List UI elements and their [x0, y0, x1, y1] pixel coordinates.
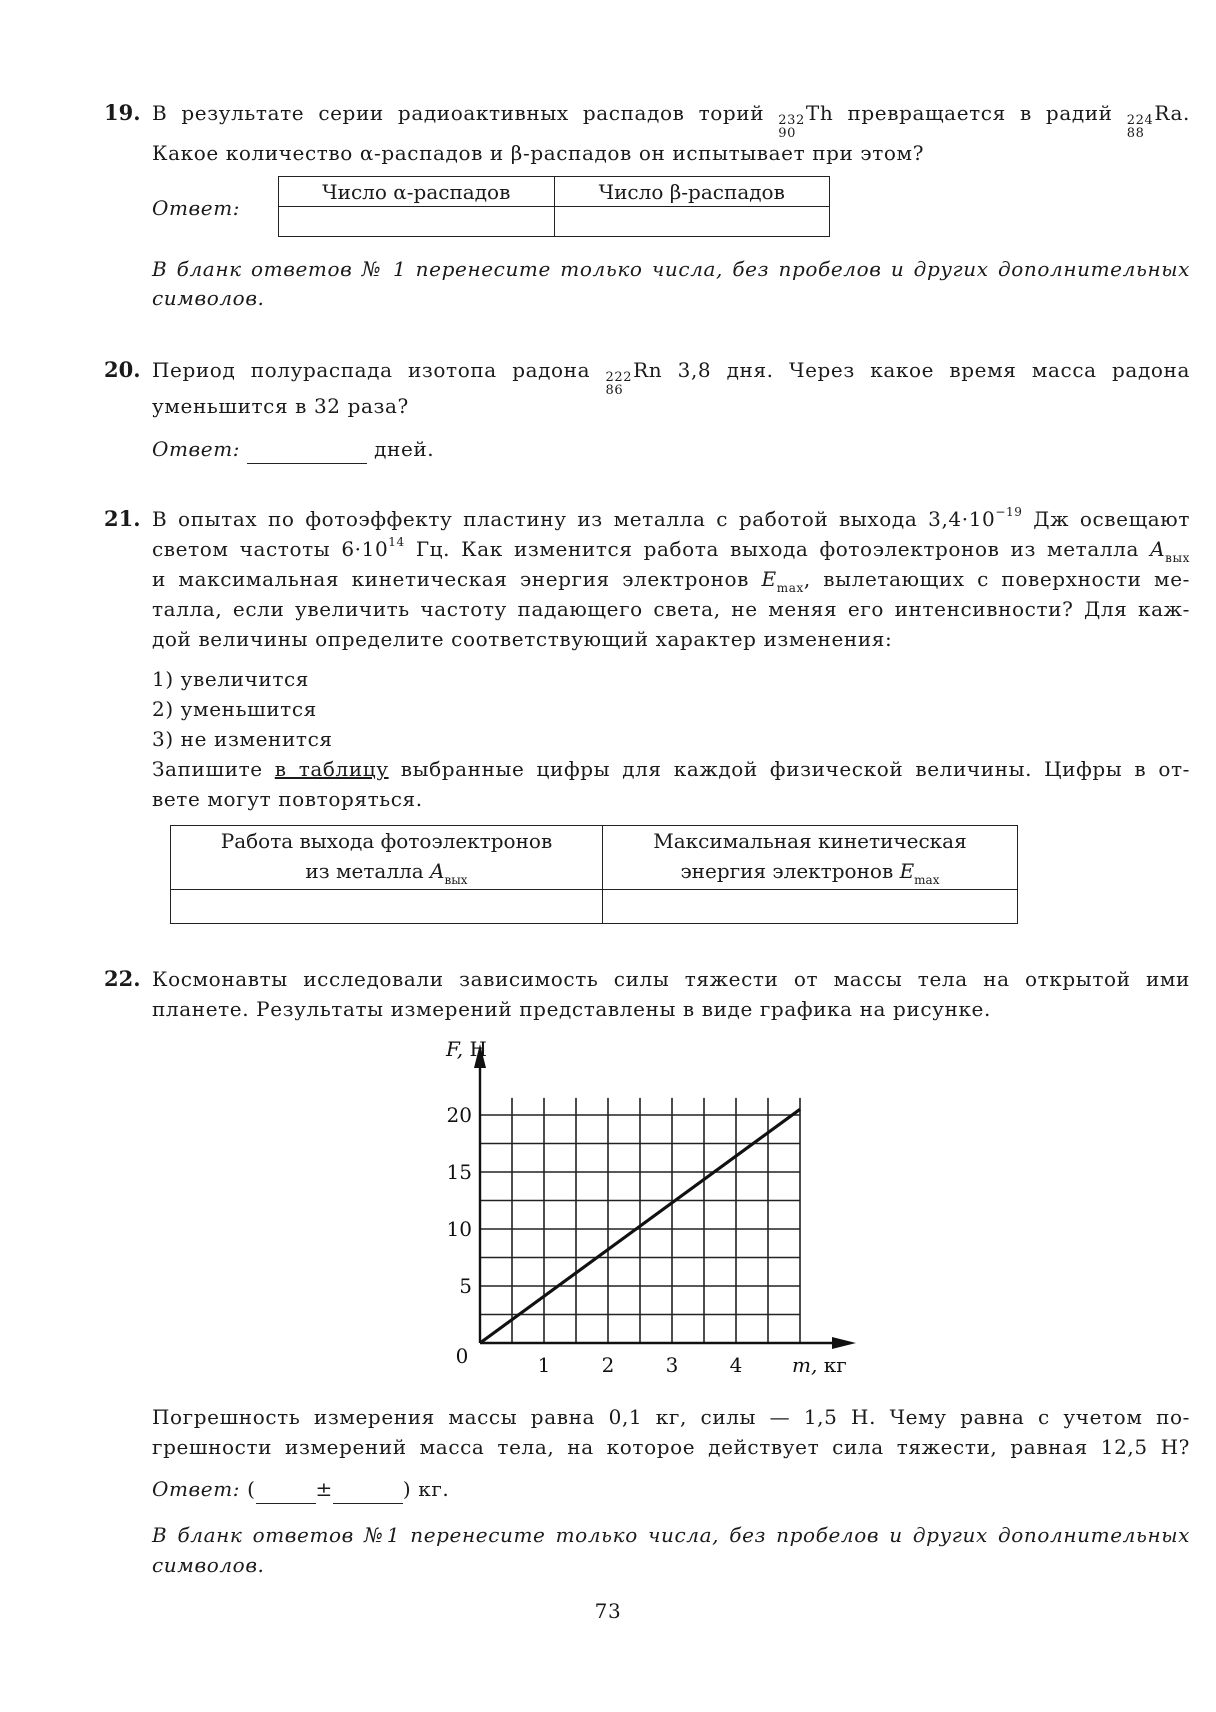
x-axis-symbol: m, [792, 1353, 824, 1375]
radium-nuclide [1127, 98, 1190, 140]
rn-mass: 222 [605, 370, 633, 385]
q22-answer-close: ) кг. [402, 1477, 450, 1501]
q21-col1-line2: из металла [305, 859, 424, 883]
q21-answer-table [170, 825, 1018, 924]
ra-symbol: Ra [1154, 101, 1184, 125]
q21-line3-a: и максимальная кинетическая энергия электронов [152, 567, 750, 591]
q21-col2-line1: Максимальная кинетическая [653, 829, 967, 853]
rn-symbol: Rn [633, 358, 663, 382]
q21-line2 [152, 534, 1190, 567]
origin-label: 0 [455, 1344, 469, 1368]
q20-text-a: Период полураспада изотопа радона [152, 358, 591, 382]
q19-line2: Какое количество α-распадов и β-распадов он испытывает при этом? [152, 141, 925, 165]
a-sym: A [1150, 537, 1166, 561]
radon-nuclide [606, 355, 663, 397]
y-tick-label: 10 [446, 1217, 472, 1241]
y-axis-label [445, 1037, 487, 1061]
force-mass-chart [420, 1030, 880, 1375]
q21-option-3: 3) не изменится [152, 727, 333, 751]
x-tick-label: 3 [665, 1353, 679, 1375]
q21-option-1: 1) увеличится [152, 667, 310, 691]
q21-header-kinetic-energy [602, 826, 1017, 890]
q20-answer-blank[interactable] [247, 441, 367, 464]
e-sym: E [761, 567, 777, 591]
q22-answer-row [152, 1474, 449, 1504]
q21-instr-b: выбранные цифры для каждой физической величины. Цифры в от- [400, 757, 1190, 781]
q21-answer-work-cell[interactable] [171, 890, 603, 924]
q21-option-2: 2) уменьшится [152, 697, 317, 721]
q21-answer-energy-cell[interactable] [602, 890, 1017, 924]
q21-col1-line2-row [171, 856, 602, 889]
q22-value-blank[interactable] [256, 1481, 316, 1504]
q21-line2-b: Гц. Как изменится работа выхода фотоэлектронов из металла [415, 537, 1139, 561]
y-tick-label: 15 [446, 1160, 472, 1184]
q21-line5: дой величины определите соответствующий характер изменения: [152, 627, 893, 651]
x-axis-unit: кг [823, 1353, 847, 1375]
q19-answer-beta-cell[interactable] [554, 207, 830, 237]
q19-note-line2: символов. [152, 286, 265, 310]
q19-answer-table [278, 176, 830, 237]
q19-line1-end: . [1183, 101, 1190, 125]
q19-note-line1: В бланк ответов № 1 перенесите только числа, без пробелов и других дополнительных [152, 257, 1190, 281]
q21-line3 [152, 564, 1190, 597]
q21-instr-underlined: в таблицу [274, 757, 389, 781]
e-max-symbol [761, 567, 1190, 595]
q21-line1 [152, 504, 1190, 537]
ra-mass: 224 [1126, 113, 1154, 128]
q19-answer-label: Ответ: [152, 196, 241, 220]
x-tick-label: 1 [537, 1353, 551, 1375]
y-tick-label: 5 [459, 1274, 472, 1298]
q19-number: 19. [104, 100, 141, 125]
a-sub: вых [1165, 551, 1190, 565]
q22-answer-pm: ± [315, 1477, 333, 1501]
q20-answer-unit: дней. [374, 437, 435, 461]
q21-line3-b: , вылетающих с поверхности ме- [803, 567, 1190, 591]
a-work-symbol [1150, 537, 1190, 565]
y-axis-unit: Н [469, 1037, 487, 1061]
col2-e-sub: max [914, 873, 940, 887]
q20-answer-label: Ответ: [152, 437, 241, 461]
q21-line1-b: Дж освещают [1033, 507, 1190, 531]
page-number: 73 [594, 1599, 622, 1623]
q19-text-a: В результате серии радиоактивных распадов торий [152, 101, 765, 125]
q21-line4: талла, если увеличить частоту падающего света, не меняя его интенсивности? Для каж- [152, 597, 1190, 621]
q21-instruction-line2: вете могут повторяться. [152, 787, 423, 811]
y-tick-label: 20 [446, 1103, 472, 1127]
q21-line2-exp: 14 [388, 535, 405, 549]
x-tick-label: 4 [729, 1353, 743, 1375]
q19-header-beta: Число β-распадов [554, 177, 830, 207]
q22-error-blank[interactable] [333, 1481, 403, 1504]
col1-a-sub: вых [444, 873, 468, 887]
th-symbol: Th [805, 101, 834, 125]
col2-e-sym: E [899, 859, 915, 883]
q21-line1-a: В опытах по фотоэффекту пластину из металла с работой выхода 3,4·10 [152, 507, 996, 531]
q20-answer-row [152, 434, 434, 464]
q21-col2-line2-row [603, 856, 1017, 889]
q19-line1 [152, 98, 1190, 140]
q21-header-work-function [171, 826, 603, 890]
rn-charge: 86 [605, 383, 624, 398]
x-axis-arrow [832, 1337, 856, 1349]
x-axis-label [792, 1353, 847, 1375]
q21-line2-a: светом частоты 6·10 [152, 537, 389, 561]
e-sub: max [776, 581, 804, 595]
chart-axes [474, 1044, 856, 1349]
q21-instr-a: Запишите [152, 757, 263, 781]
q19-text-b: превращается в радий [847, 101, 1113, 125]
col1-a-sym: A [430, 859, 445, 883]
th-mass: 232 [778, 113, 805, 128]
q21-line1-exp: −19 [995, 505, 1023, 519]
q22-answer-open: ( [247, 1477, 256, 1501]
q22-text2-line2: грешности измерений масса тела, на которое действует сила тяжести, равная 12,5 Н? [152, 1435, 1190, 1459]
thorium-nuclide [778, 98, 833, 140]
ra-charge: 88 [1126, 126, 1145, 141]
q20-text-b: 3,8 дня. Через какое время масса радона [677, 358, 1190, 382]
q21-instruction [152, 754, 1190, 784]
q22-note-line1: В бланк ответов №1 перенесите только числа, без пробелов и других дополнительных [152, 1523, 1190, 1547]
q22-answer-label: Ответ: [152, 1477, 241, 1501]
q21-number: 21. [104, 506, 141, 531]
y-axis-symbol: F, [446, 1037, 470, 1061]
q22-text2-line1: Погрешность измерения массы равна 0,1 кг, силы — 1,5 Н. Чему равна с учетом по- [152, 1405, 1190, 1429]
q22-line2: планете. Результаты измерений представлены в виде графика на рисунке. [152, 997, 991, 1021]
th-charge: 90 [778, 126, 797, 141]
q21-col2-line2: энергия электронов [680, 859, 894, 883]
x-tick-label: 2 [601, 1353, 615, 1375]
q19-header-alpha: Число α-распадов [279, 177, 555, 207]
q19-answer-alpha-cell[interactable] [279, 207, 555, 237]
q20-line2: уменьшится в 32 раза? [152, 394, 409, 418]
q22-note-line2: символов. [152, 1553, 265, 1577]
q20-number: 20. [104, 357, 141, 382]
q22-number: 22. [104, 966, 141, 991]
q22-line1: Космонавты исследовали зависимость силы тяжести от массы тела на открытой ими [152, 967, 1190, 991]
q21-col1-line1: Работа выхода фотоэлектронов [220, 829, 553, 853]
